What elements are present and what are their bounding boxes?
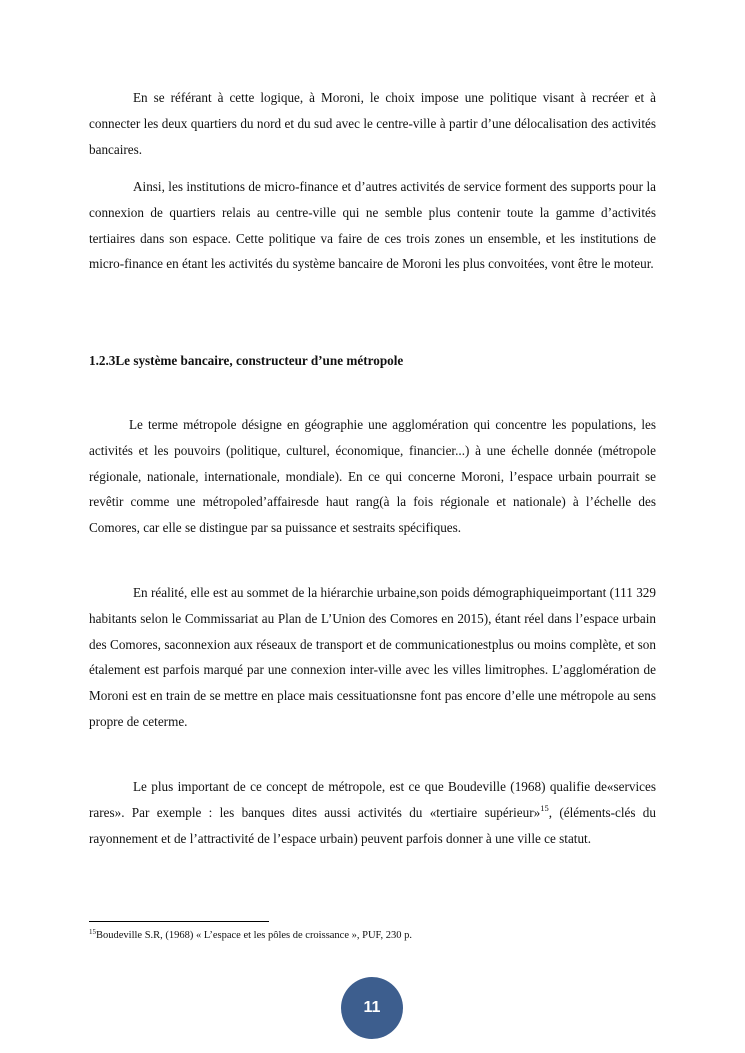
paragraph-2: Ainsi, les institutions de micro-finance et d’autres activités de service forment des supports pour la connexion de quartiers relais au centre-ville qui ne semble plus contenir toute la gamme d’activités tertiaires dans son espace. Cette politique va faire de ces trois zones un ensemble, et les institutions de micro-finance en étant les activités du système bancaire de Moroni les plus convoitées, vont être le moteur. xyxy=(89,179,656,272)
paragraph-rare-services xyxy=(89,774,656,851)
footnote-text: Boudeville S.R, (1968) « L’espace et les pôles de croissance », PUF, 230 p. xyxy=(96,930,413,941)
page-number-badge xyxy=(341,977,403,1039)
page-number: 11 xyxy=(363,999,381,1016)
paragraph-metropole-definition: Le terme métropole désigne en géographie une agglomération qui concentre les populations, les activités et les pouvoirs (politique, culturel, économique, financier...) à une échelle donnée (métropole régionale, nationale, internationale, mondiale). En ce qui concerne Moroni, l’espace urbain pourrait se revêtir comme une métropoled’affairesde haut rang(à la fois régionale et nationale) à l’échelle des Comores, car elle se distingue par sa puissance et sestraits spécifiques. xyxy=(89,417,656,536)
footnote-number: 15 xyxy=(89,928,96,936)
footnote-separator xyxy=(89,921,269,922)
footnote xyxy=(89,927,412,945)
paragraph-text-before-ref: Le plus important de ce concept de métropole, est ce que Boudeville (1968) qualifie de«services rares». Par exemple : les banques dites aussi activités du «tertiaire supérieur» xyxy=(89,779,656,820)
paragraph-1: En se référant à cette logique, à Moroni, le choix impose une politique visant à recréer et à connecter les deux quartiers du nord et du sud avec le centre-ville à partir d’une délocalisation des activités bancaires. xyxy=(89,90,656,157)
section-heading: 1.2.3Le système bancaire, constructeur d’une métropole xyxy=(89,353,404,368)
paragraph-text-after-ref: , (éléments-clés du rayonnement et de l’attractivité de l’espace urbain) peuvent parfois donner à une ville ce statut. xyxy=(89,804,656,846)
footnote-reference[interactable]: 15 xyxy=(540,802,549,813)
paragraph-moroni-reality: En réalité, elle est au sommet de la hiérarchie urbaine,son poids démographiqueimportant (111 329 habitants selon le Commissariat au Plan de L’Union des Comores en 2015), étant réel dans l’espace urbain des Comores, saconnexion aux réseaux de transport et de communicationestplus ou moins complète, et son étalement est parfois marqué par une connexion inter-ville avec les villes limitrophes. L’agglomération de Moroni est en train de se mettre en place mais cessituationsne font pas encore d’elle une métropole au sens propre de ceterme. xyxy=(89,585,656,729)
